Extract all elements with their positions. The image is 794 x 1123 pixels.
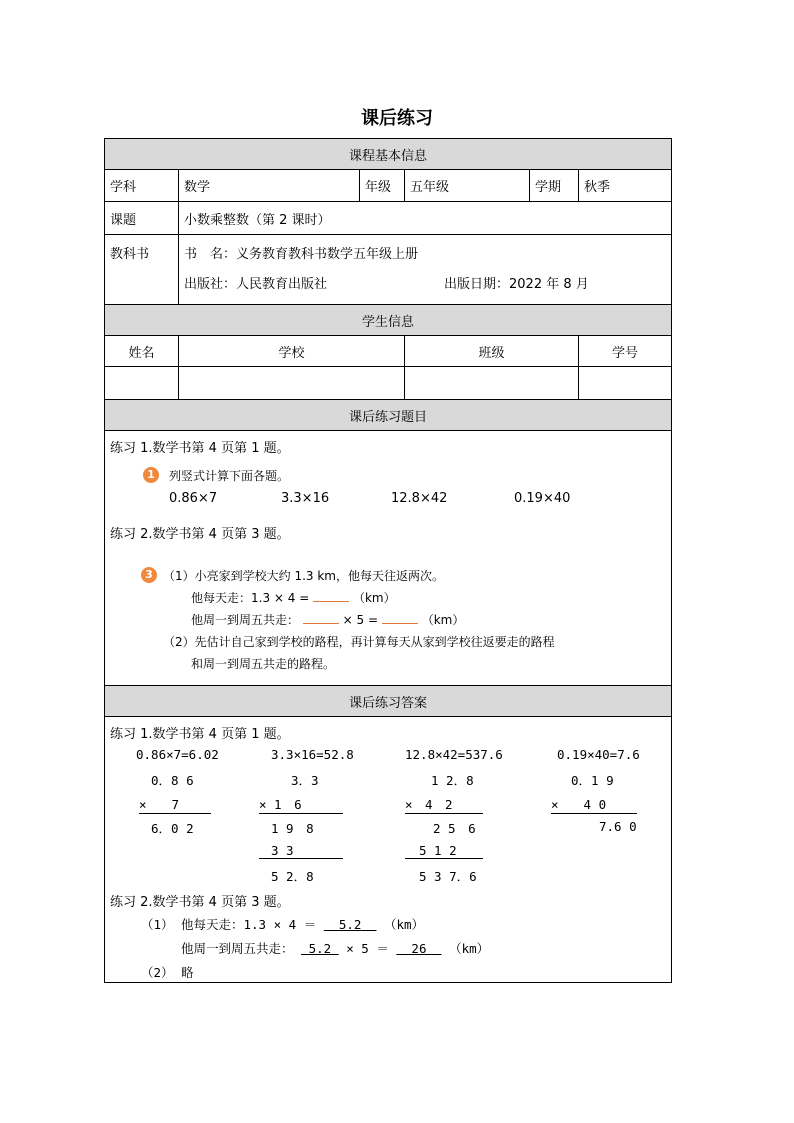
textbook-label: 教科书	[105, 235, 179, 305]
answers-content	[105, 717, 672, 983]
answer-q1-line-2: 他周一到周五共走： 5.2 × 5 ＝ 26 （km）	[181, 941, 490, 956]
answer-1-title: 练习 1.数学书第 4 页第 1 题。	[110, 727, 290, 742]
answer-blank[interactable]	[382, 611, 418, 624]
vertical-2-line-2: × 1 6	[259, 795, 343, 814]
answer-q1-label: （1）	[141, 917, 174, 932]
exercise-2-question-1a: 他每天走：1.3 × 4 = （km）	[191, 591, 396, 605]
exercises-content	[105, 431, 672, 686]
exercise-2-question-1b: 他周一到周五共走： × 5 = （km）	[191, 613, 465, 627]
subject-value: 数学	[179, 170, 360, 202]
subject-label: 学科	[105, 170, 179, 202]
answer-equation-1: 0.86×7=6.02	[136, 747, 219, 762]
exercise-2-question-2-line-1: （2）先估计自己家到学校的路程，再计算每天从家到学校往返要走的路程	[163, 635, 555, 649]
vertical-3-line-5: 5 3 7．6	[419, 869, 477, 884]
exercise-1-item-4: 0.19×40	[514, 491, 571, 506]
vertical-3-line-4: 5 1 2	[405, 843, 483, 859]
answer-q1-line-1: 他每天走：1.3 × 4 ＝ 5.2 （km）	[181, 917, 425, 932]
answer-equation-2: 3.3×16=52.8	[271, 747, 354, 762]
answer-q2-label: （2）	[141, 965, 174, 980]
vertical-2-line-3: 1 9 8	[271, 821, 314, 836]
vertical-3-line-2: × 4 2	[405, 795, 483, 814]
vertical-2-line-1: 3．3	[291, 773, 319, 788]
vertical-3-line-1: 1 2．8	[431, 773, 474, 788]
exercise-1-instruction: 列竖式计算下面各题。	[169, 469, 290, 483]
name-field[interactable]	[105, 367, 179, 400]
id-column-header: 学号	[579, 336, 672, 367]
answer-value: 26	[411, 941, 427, 956]
exercise-1-item-2: 3.3×16	[281, 491, 330, 506]
vertical-4-line-2: × 4 0	[551, 795, 637, 814]
vertical-1-line-3: 6．0 2	[151, 821, 194, 836]
answer-equation-4: 0.19×40=7.6	[557, 747, 640, 762]
answer-blank[interactable]	[313, 589, 349, 602]
topic-label: 课题	[105, 202, 179, 235]
class-field[interactable]	[405, 367, 579, 400]
book-name: 书 名：义务教育教科书数学五年级上册	[184, 246, 419, 262]
grade-value: 五年级	[405, 170, 530, 202]
answer-equation-3: 12.8×42=537.6	[405, 747, 503, 762]
vertical-2-line-4: 3 3	[259, 843, 343, 859]
answer-blank[interactable]	[303, 611, 339, 624]
answer-2-title: 练习 2.数学书第 4 页第 3 题。	[110, 895, 290, 910]
exercise-1-item-3: 12.8×42	[391, 491, 448, 506]
term-value: 秋季	[579, 170, 672, 202]
exercise-1-number-badge: 1	[143, 467, 159, 483]
answer-q2-value: 略	[181, 965, 194, 980]
vertical-4-line-3: 7.6 0	[599, 819, 637, 834]
answer-value: 5.2	[338, 917, 362, 932]
exercise-2-number-badge: 3	[141, 567, 157, 583]
exercises-header: 课后练习题目	[105, 400, 672, 431]
exercise-1-title: 练习 1.数学书第 4 页第 1 题。	[110, 441, 290, 456]
lesson-table	[104, 138, 672, 983]
exercise-2-question-2-line-2: 和周一到周五共走的路程。	[191, 657, 336, 671]
vertical-3-line-3: 2 5 6	[433, 821, 476, 836]
name-column-header: 姓名	[105, 336, 179, 367]
exercise-2-question-1: （1）小亮家到学校大约 1.3 km，他每天往返两次。	[163, 569, 444, 583]
vertical-1-line-1: 0．8 6	[151, 773, 194, 788]
class-column-header: 班级	[405, 336, 579, 367]
page-title: 课后练习	[361, 108, 433, 129]
publish-date: 出版日期：2022 年 8 月	[444, 276, 589, 292]
answers-header: 课后练习答案	[105, 686, 672, 717]
student-info-header: 学生信息	[105, 305, 672, 336]
textbook-info	[179, 235, 672, 305]
term-label: 学期	[530, 170, 579, 202]
topic-value: 小数乘整数（第 2 课时）	[179, 202, 672, 235]
answer-value: 5.2	[308, 941, 332, 956]
vertical-1-line-2: × 7	[139, 795, 211, 814]
vertical-4-line-1: 0．1 9	[571, 773, 614, 788]
grade-label: 年级	[360, 170, 405, 202]
course-info-header: 课程基本信息	[105, 139, 672, 170]
school-field[interactable]	[179, 367, 405, 400]
id-field[interactable]	[579, 367, 672, 400]
vertical-2-line-5: 5 2．8	[271, 869, 314, 884]
exercise-2-title: 练习 2.数学书第 4 页第 3 题。	[110, 527, 290, 542]
exercise-1-item-1: 0.86×7	[169, 491, 218, 506]
publisher: 出版社：人民教育出版社	[184, 276, 328, 292]
school-column-header: 学校	[179, 336, 405, 367]
